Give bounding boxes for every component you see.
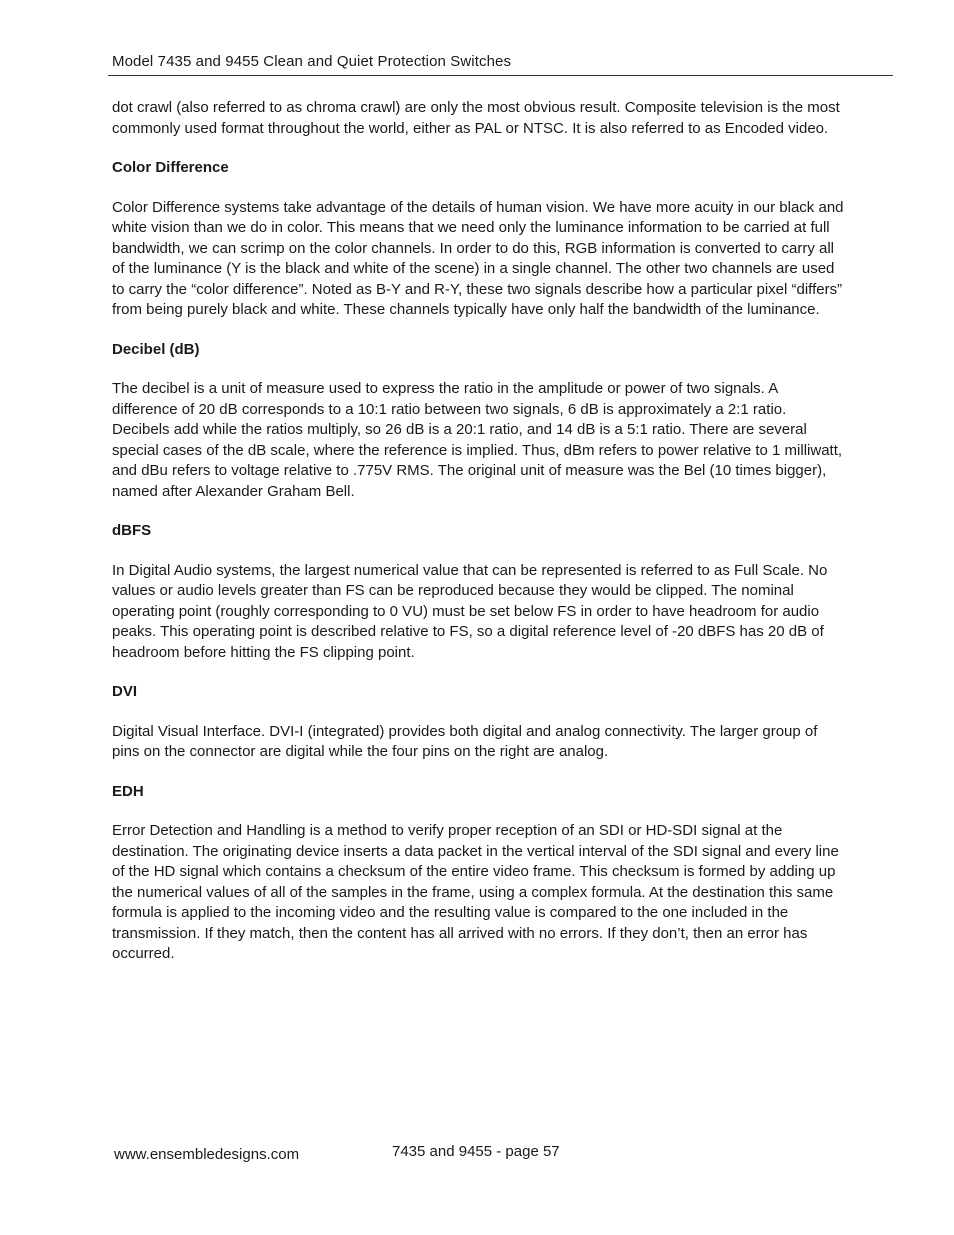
- section-heading-edh: EDH: [112, 782, 144, 800]
- page-body: [112, 98, 847, 984]
- section-text-decibel: The decibel is a unit of measure used to express the ratio in the amplitude or power of two signals. A difference of 20 dB corresponds to a 10:1 ratio between two signals, 6 dB is approximately a 2:1 ratio. Decibels add while the ratios multiply, so 26 dB is a 20:1 ratio, and 14 dB is a 5:1 ratio. There are several special cases of the dB scale, where the reference is implied. Thus, dBm refers to power relative to 1 milliwatt, and dBu refers to voltage relative to .775V RMS. The original unit of measure was the Bel (10 times bigger), named after Alexander Graham Bell.: [112, 380, 843, 500]
- section-heading-dvi: DVI: [112, 683, 138, 700]
- section-heading-decibel: Decibel (dB): [112, 340, 200, 358]
- intro-paragraph: dot crawl (also referred to as chroma crawl) are only the most obvious result. Composite television is the most commonly used format throughout the world, either as PAL or NTSC. It is also referred to as Encoded video.: [112, 99, 840, 137]
- page-header-title: Model 7435 and 9455 Clean and Quiet Protection Switches: [112, 53, 512, 70]
- section-heading-dbfs: dBFS: [112, 522, 152, 539]
- section-text-color-difference: Color Difference systems take advantage of the details of human vision. We have more acuity in our black and white vision than we do in color. This means that we need only the luminance information to be carried at full bandwidth, we can scrimp on the color channels. In order to do this, RGB information is converted to carry all of the luminance (Y is the black and white of the scene) in a single channel. The other two channels are used to carry the “color difference”. Noted as B-Y and R-Y, these two signals describe how a particular pixel “differs” from being purely black and white. These channels typically have only half the bandwidth of the luminance.: [112, 198, 844, 318]
- section-text-edh: Error Detection and Handling is a method to verify proper reception of an SDI or HD-SDI signal at the destination. The originating device inserts a data packet in the vertical interval of the SDI signal and every line of the HD signal which contains a checksum of the entire video frame. This checksum is formed by adding up the numerical values of all of the samples in the frame, using a complex formula. At the destination this same formula is applied to the incoming video and the resulting value is compared to the one included in the transmission. If they match, then the content has all arrived with no errors. If they don’t, then an error has occurred.: [112, 822, 839, 962]
- section-heading-color-difference: Color Difference: [112, 159, 229, 176]
- section-text-dbfs: In Digital Audio systems, the largest numerical value that can be represented is referred to as Full Scale. No values or audio levels greater than FS can be reproduced because they would be clipped. The nominal operating point (roughly corresponding to 0 VU) must be set below FS in order to have headroom for audio peaks. This operating point is described relative to FS, so a digital reference level of -20 dBFS has 20 dB of headroom before hitting the FS clipping point.: [112, 561, 828, 661]
- footer-page-number: 7435 and 9455 - page 57: [392, 1143, 560, 1160]
- section-text-dvi: Digital Visual Interface. DVI-I (integrated) provides both digital and analog connectivity. The larger group of pins on the connector are digital while the four pins on the right are analog.: [112, 722, 818, 760]
- header-divider: [108, 75, 893, 76]
- footer-website-link[interactable]: www.ensembledesigns.com: [114, 1146, 300, 1163]
